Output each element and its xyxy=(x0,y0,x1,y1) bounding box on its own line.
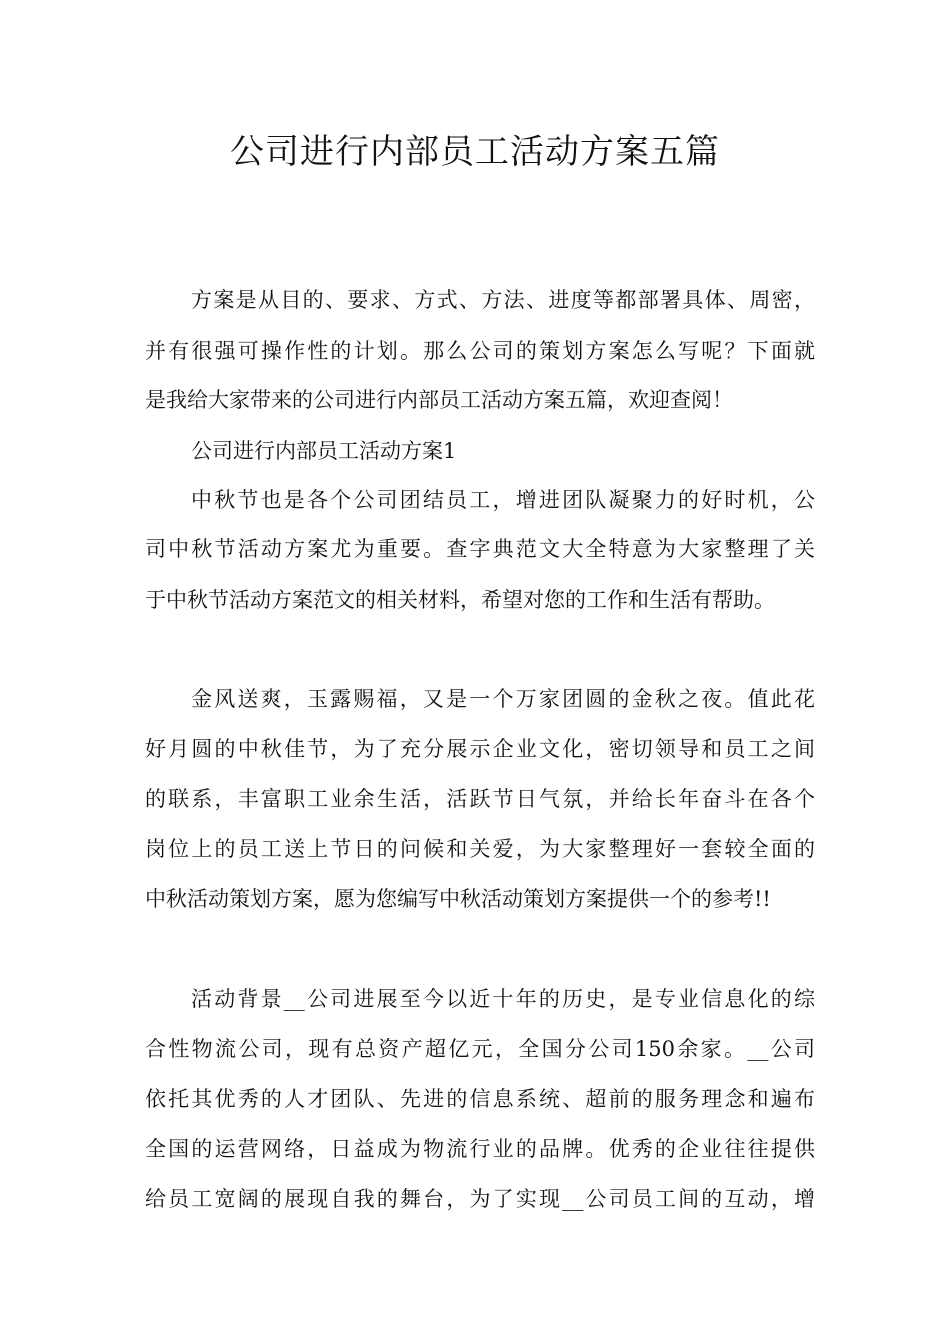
paragraph-line: 于中秋节活动方案范文的相关材料，希望对您的工作和生活有帮助。 xyxy=(145,588,775,612)
section-heading: 公司进行内部员工活动方案1 xyxy=(191,439,457,463)
paragraph-line: 中秋活动策划方案，愿为您编写中秋活动策划方案提供一个的参考!! xyxy=(145,887,771,911)
paragraph-line: 岗位上的员工送上节日的问候和关爱，为大家整理好一套较全面的 xyxy=(145,837,815,861)
paragraph-line: 好月圆的中秋佳节，为了充分展示企业文化，密切领导和员工之间 xyxy=(145,737,815,761)
paragraph-line: 方案是从目的、要求、方式、方法、进度等都部署具体、周密， xyxy=(191,288,815,312)
paragraph-line: 活动背景__公司进展至今以近十年的历史，是专业信息化的综 xyxy=(191,987,815,1011)
paragraph-line: 金风送爽，玉露赐福，又是一个万家团圆的金秋之夜。值此花 xyxy=(191,687,815,711)
document-title: 公司进行内部员工活动方案五篇 xyxy=(230,132,720,172)
paragraph-line: 全国的运营网络，日益成为物流行业的品牌。优秀的企业往往提供 xyxy=(145,1137,815,1161)
paragraph-line: 中秋节也是各个公司团结员工，增进团队凝聚力的好时机，公 xyxy=(191,488,815,512)
paragraph-line: 是我给大家带来的公司进行内部员工活动方案五篇，欢迎查阅！ xyxy=(145,388,733,412)
paragraph-line: 司中秋节活动方案尤为重要。查字典范文大全特意为大家整理了关 xyxy=(145,537,815,561)
paragraph-line: 合性物流公司，现有总资产超亿元，全国分公司150余家。__公司 xyxy=(145,1037,815,1061)
paragraph-line: 并有很强可操作性的计划。那么公司的策划方案怎么写呢？下面就 xyxy=(145,339,815,363)
paragraph-line: 给员工宽阔的展现自我的舞台，为了实现__公司员工间的互动，增 xyxy=(145,1187,815,1211)
paragraph-line: 依托其优秀的人才团队、先进的信息系统、超前的服务理念和遍布 xyxy=(145,1087,815,1111)
paragraph-line: 的联系，丰富职工业余生活，活跃节日气氛，并给长年奋斗在各个 xyxy=(145,787,815,811)
